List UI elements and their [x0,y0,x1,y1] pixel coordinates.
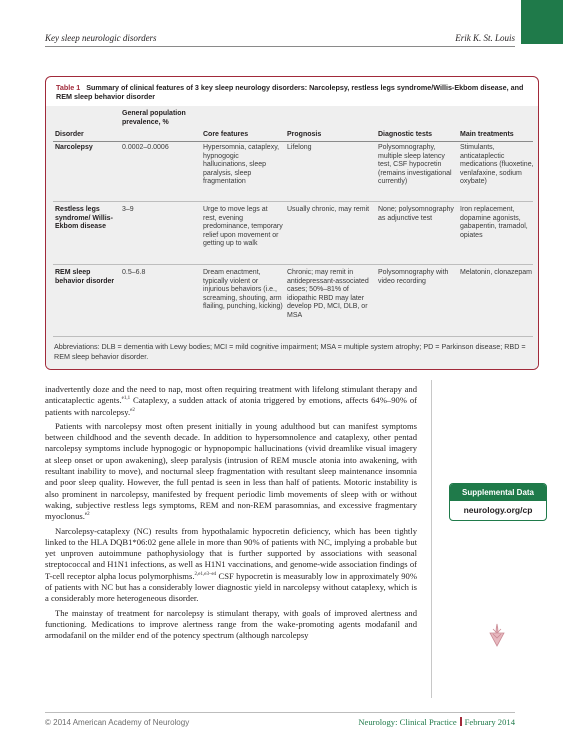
running-head-author: Erik K. St. Louis [455,33,515,43]
footer-date: February 2014 [464,717,515,727]
row-rls-prevalence: 3–9 [122,206,134,213]
row-rbd-disorder: REM sleep behavior disorder [55,269,115,285]
citation: e2 [84,512,90,518]
table-1 [45,76,539,370]
row-rbd-treatments: Melatonin, clonazepam [460,269,532,276]
footer-journal-name: Neurology: Clinical Practice [358,717,457,727]
down-arrow-icon[interactable] [484,622,510,648]
table-label: Table 1 [56,83,81,92]
paragraph-4: The mainstay of treatment for narcolepsy is stimulant therapy, with goals of improved alertness and functioning. Medications to improve alertness range from the wake-promoting agents modafanil and armodafanil on the milder end of the potency spectrum (although narcolepsy [45,607,417,641]
col-header-diagnostic-tests: Diagnostic tests [378,131,433,138]
row-rbd-prevalence: 0.5–6.8 [122,269,146,276]
footer-divider [45,712,515,713]
col-header-prognosis: Prognosis [287,131,322,138]
row-rls-prognosis: Usually chronic, may remit [287,206,370,213]
row-rls-treatments: Iron replacement, dopamine agonists, gabapentin, tramadol, opiates [460,206,528,239]
supplemental-data-url[interactable]: neurology.org/cp [463,505,533,515]
supplemental-data-title: Supplemental Data [450,484,546,501]
article-body [45,384,417,642]
header-rule [53,141,533,142]
row-narcolepsy-prevalence: 0.0002–0.0006 [122,144,169,151]
header-divider [45,46,515,47]
row-rbd-prognosis: Chronic; may remit in antidepressant-associated cases; 50%–81% of idiopathic RBD may later develop PD, MCI, DLB, or MSA [287,269,369,319]
citation: e2 [130,407,135,413]
row-divider [53,264,533,265]
row-rls-disorder: Restless legs syndrome/ Willis-Ekbom disease [55,206,113,231]
table-caption: Summary of clinical features of 3 key sleep neurology disorders: Narcolepsy, restless legs syndrome/Willis-Ekbom disease, and REM sleep behavior disorder [56,83,524,101]
row-divider [53,201,533,202]
col-header-main-treatments: Main treatments [460,131,514,138]
row-narcolepsy-prognosis: Lifelong [287,144,312,151]
supplemental-data-link[interactable] [449,483,547,521]
row-divider [53,336,533,337]
col-header-prevalence: General population prevalence, % [122,110,186,126]
footer-separator [460,717,462,726]
row-rls-core: Urge to move legs at rest, evening predominance, temporary relief upon movement or getting up to walk [203,206,283,248]
col-header-disorder: Disorder [55,131,84,138]
row-rbd-tests: Polysomnography with video recording [378,269,449,285]
footer-copyright: © 2014 American Academy of Neurology [45,718,190,727]
row-rbd-core: Dream enactment, typically violent or injurious behaviors (i.e., screaming, shouting, arm flailing, punching, kicking) [203,269,283,311]
col-header-core-features: Core features [203,131,249,138]
footer-journal [358,717,515,727]
citation: 2,e1,e3–e4 [194,571,217,577]
paragraph-3: Narcolepsy-cataplexy (NC) results from hypothalamic hypocretin deficiency, which has been tightly linked to the HLA DQB1*06:02 gene allele in more than 90% of patients with NC, implying a probable but yet unproven autoimmune pathophysiology that is further supported by associations with seasonal streptococcal and H1N1 infections, as well as H1N1 vaccinations, and genome-wide association findings of T-cell receptor alpha locus polymorphisms.$^{2,e1,e3-e4}$ CSF hypocretin is measurably low in approximately 90% of patients with NC but has a considerably lower diagnostic yield in narcolepsy without cataplexy, which is a considerably more heterogeneous disorder. [45,525,417,604]
row-narcolepsy-treatments: Stimulants, anticataplectic medications (fluoxetine, venlafaxine, sodium oxybate) [460,144,534,186]
running-head-title: Key sleep neurologic disorders [45,33,157,43]
citation: e1,1 [121,396,131,402]
sidebar-divider [431,380,432,698]
table-title [56,84,531,101]
row-narcolepsy-disorder: Narcolepsy [55,144,93,151]
row-narcolepsy-core: Hypersomnia, cataplexy, hypnogogic hallucinations, sleep paralysis, sleep fragmentation [203,144,280,186]
table-abbreviations: Abbreviations: DLB = dementia with Lewy bodies; MCI = mild cognitive impairment; MSA = multiple system atrophy; PD = Parkinson disease; RBD = REM sleep behavior disorder. [54,342,526,361]
journal-color-tab [521,0,563,44]
paragraph-2: Patients with narcolepsy most often present initially in young adulthood but can manifest symptoms between childhood and the seventh decade. In addition to hypersomnolence and cataplexy, other pentad narcolepsy symptoms include hypnogogic or hypnopompic hallucinations (vivid dreamlike visual imagery at sleep onset or upon awakening), sleep paralysis (intrusion of REM muscle atonia into awakening, with resultant inability to move), and nocturnal sleep fragmentation with resultant sleep maintenance insomnia and poor sleep quality. However, the full pentad is seen in less than half of patients. Motoric instability is also prominent in narcolepsy, manifested by frequent periodic limb movements of sleep with or without waking, subjective restless legs symptoms, REM and non-REM parasomnias, and excessive fragmentary myoclonus.$^{e2}$ [45,420,417,522]
running-head [45,32,515,46]
row-rls-tests: None; polysomnography as adjunctive test [378,206,454,222]
row-narcolepsy-tests: Polysomnography, multiple sleep latency test, CSF hypocretin (remains investigational currently) [378,144,452,186]
paragraph-1: inadvertently doze and the need to nap, most often requiring treatment with lifelong stimulant therapy and anticataplectic agents.$^{e1,1}$ Cataplexy, a sudden attack of atonia triggered by emotions, affects 64%–90% of patients with narcolepsy.$^{e2}$ [45,384,417,417]
